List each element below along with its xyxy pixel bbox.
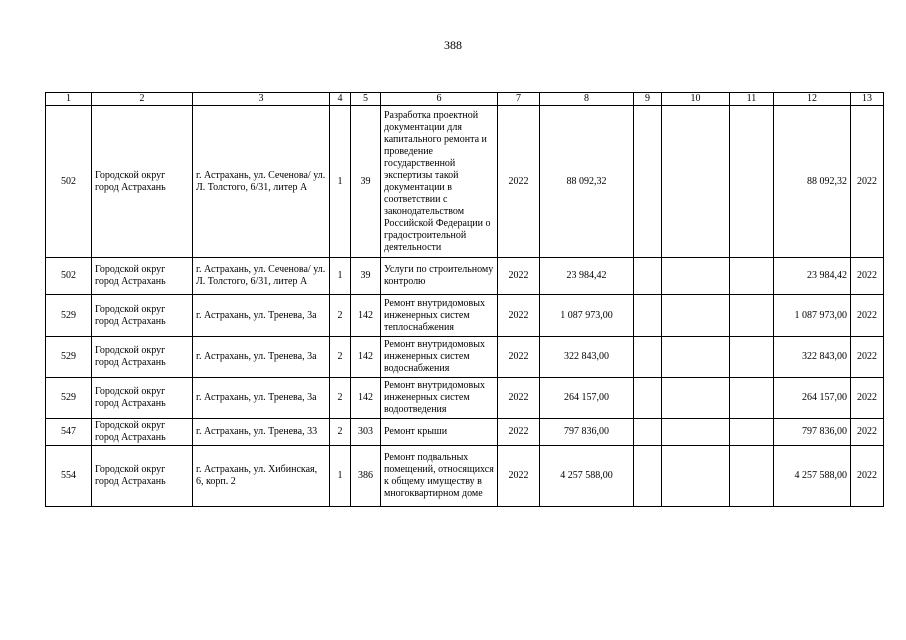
cost-total-cell: 4 257 588,00 bbox=[540, 446, 634, 507]
cost-other-cell bbox=[730, 106, 774, 258]
work-type-cell: Ремонт внутридомовых инженерных систем водоотведения bbox=[381, 378, 498, 419]
building-number-cell: 2 bbox=[330, 337, 351, 378]
cost-total-cell: 88 092,32 bbox=[540, 106, 634, 258]
municipality-cell: Городской округ город Астрахань bbox=[92, 419, 193, 446]
municipality-cell: Городской округ город Астрахань bbox=[92, 337, 193, 378]
address-cell: г. Астрахань, ул. Хибинская, 6, корп. 2 bbox=[193, 446, 330, 507]
register-number-cell: 142 bbox=[351, 295, 381, 337]
end-year-cell: 2022 bbox=[851, 106, 884, 258]
table-row bbox=[46, 258, 884, 295]
cost-total-cell: 264 157,00 bbox=[540, 378, 634, 419]
end-year-cell: 2022 bbox=[851, 258, 884, 295]
start-year-cell: 2022 bbox=[498, 106, 540, 258]
table-row bbox=[46, 106, 884, 258]
cost-fund-cell bbox=[634, 419, 662, 446]
cost-other-cell bbox=[730, 337, 774, 378]
address-cell: г. Астрахань, ул. Тренева, 33 bbox=[193, 419, 330, 446]
end-year-cell: 2022 bbox=[851, 378, 884, 419]
table-row bbox=[46, 446, 884, 507]
row-number-cell: 547 bbox=[46, 419, 92, 446]
cost-fund-cell bbox=[634, 337, 662, 378]
row-number-cell: 554 bbox=[46, 446, 92, 507]
page-number: 388 bbox=[444, 38, 462, 52]
register-number-cell: 39 bbox=[351, 258, 381, 295]
column-header: 1 bbox=[46, 93, 92, 106]
end-year-cell: 2022 bbox=[851, 337, 884, 378]
start-year-cell: 2022 bbox=[498, 446, 540, 507]
column-header: 9 bbox=[634, 93, 662, 106]
cost-other-cell bbox=[730, 378, 774, 419]
column-header: 2 bbox=[92, 93, 193, 106]
row-number-cell: 502 bbox=[46, 258, 92, 295]
municipality-cell: Городской округ город Астрахань bbox=[92, 446, 193, 507]
cost-fund-cell bbox=[634, 258, 662, 295]
building-number-cell: 1 bbox=[330, 446, 351, 507]
cost-owners-cell: 23 984,42 bbox=[774, 258, 851, 295]
cost-budget-cell bbox=[662, 378, 730, 419]
row-number-cell: 529 bbox=[46, 337, 92, 378]
end-year-cell: 2022 bbox=[851, 295, 884, 337]
column-header: 12 bbox=[774, 93, 851, 106]
municipality-cell: Городской округ город Астрахань bbox=[92, 106, 193, 258]
cost-owners-cell: 1 087 973,00 bbox=[774, 295, 851, 337]
table-row bbox=[46, 337, 884, 378]
start-year-cell: 2022 bbox=[498, 378, 540, 419]
cost-budget-cell bbox=[662, 258, 730, 295]
column-number-row bbox=[46, 93, 884, 106]
register-number-cell: 303 bbox=[351, 419, 381, 446]
work-type-cell: Ремонт подвальных помещений, относящихся к общему имуществу в многоквартирном доме bbox=[381, 446, 498, 507]
address-cell: г. Астрахань, ул. Тренева, 3а bbox=[193, 337, 330, 378]
register-number-cell: 142 bbox=[351, 337, 381, 378]
column-header: 10 bbox=[662, 93, 730, 106]
address-cell: г. Астрахань, ул. Сеченова/ ул. Л. Толстого, 6/31, литер А bbox=[193, 258, 330, 295]
register-number-cell: 386 bbox=[351, 446, 381, 507]
cost-fund-cell bbox=[634, 295, 662, 337]
end-year-cell: 2022 bbox=[851, 419, 884, 446]
cost-budget-cell bbox=[662, 295, 730, 337]
cost-owners-cell: 88 092,32 bbox=[774, 106, 851, 258]
start-year-cell: 2022 bbox=[498, 337, 540, 378]
end-year-cell: 2022 bbox=[851, 446, 884, 507]
cost-fund-cell bbox=[634, 378, 662, 419]
cost-fund-cell bbox=[634, 446, 662, 507]
cost-fund-cell bbox=[634, 106, 662, 258]
cost-budget-cell bbox=[662, 106, 730, 258]
cost-other-cell bbox=[730, 295, 774, 337]
row-number-cell: 529 bbox=[46, 378, 92, 419]
table-row bbox=[46, 295, 884, 337]
start-year-cell: 2022 bbox=[498, 419, 540, 446]
repair-program-table bbox=[45, 92, 884, 507]
register-number-cell: 39 bbox=[351, 106, 381, 258]
start-year-cell: 2022 bbox=[498, 295, 540, 337]
work-type-cell: Ремонт внутридомовых инженерных систем водоснабжения bbox=[381, 337, 498, 378]
register-number-cell: 142 bbox=[351, 378, 381, 419]
building-number-cell: 2 bbox=[330, 378, 351, 419]
municipality-cell: Городской округ город Астрахань bbox=[92, 378, 193, 419]
building-number-cell: 1 bbox=[330, 258, 351, 295]
start-year-cell: 2022 bbox=[498, 258, 540, 295]
cost-total-cell: 797 836,00 bbox=[540, 419, 634, 446]
cost-other-cell bbox=[730, 446, 774, 507]
building-number-cell: 2 bbox=[330, 419, 351, 446]
cost-budget-cell bbox=[662, 337, 730, 378]
municipality-cell: Городской округ город Астрахань bbox=[92, 258, 193, 295]
work-type-cell: Ремонт внутридомовых инженерных систем теплоснабжения bbox=[381, 295, 498, 337]
column-header: 8 bbox=[540, 93, 634, 106]
column-header: 3 bbox=[193, 93, 330, 106]
cost-total-cell: 1 087 973,00 bbox=[540, 295, 634, 337]
work-type-cell: Услуги по строительному контролю bbox=[381, 258, 498, 295]
column-header: 4 bbox=[330, 93, 351, 106]
building-number-cell: 1 bbox=[330, 106, 351, 258]
column-header: 6 bbox=[381, 93, 498, 106]
work-type-cell: Разработка проектной документации для капитального ремонта и проведение государственной экспертизы такой документации в соответствии с законодательством Российской Федерации о градостроительной деятельности bbox=[381, 106, 498, 258]
column-header: 7 bbox=[498, 93, 540, 106]
address-cell: г. Астрахань, ул. Тренева, 3а bbox=[193, 378, 330, 419]
cost-owners-cell: 4 257 588,00 bbox=[774, 446, 851, 507]
cost-total-cell: 322 843,00 bbox=[540, 337, 634, 378]
address-cell: г. Астрахань, ул. Сеченова/ ул. Л. Толстого, 6/31, литер А bbox=[193, 106, 330, 258]
column-header: 5 bbox=[351, 93, 381, 106]
work-type-cell: Ремонт крыши bbox=[381, 419, 498, 446]
address-cell: г. Астрахань, ул. Тренева, 3а bbox=[193, 295, 330, 337]
cost-budget-cell bbox=[662, 446, 730, 507]
cost-owners-cell: 322 843,00 bbox=[774, 337, 851, 378]
municipality-cell: Городской округ город Астрахань bbox=[92, 295, 193, 337]
table-row bbox=[46, 378, 884, 419]
cost-budget-cell bbox=[662, 419, 730, 446]
cost-other-cell bbox=[730, 258, 774, 295]
cost-other-cell bbox=[730, 419, 774, 446]
column-header: 13 bbox=[851, 93, 884, 106]
cost-owners-cell: 264 157,00 bbox=[774, 378, 851, 419]
cost-owners-cell: 797 836,00 bbox=[774, 419, 851, 446]
column-header: 11 bbox=[730, 93, 774, 106]
table-row bbox=[46, 419, 884, 446]
row-number-cell: 502 bbox=[46, 106, 92, 258]
cost-total-cell: 23 984,42 bbox=[540, 258, 634, 295]
table-body bbox=[46, 106, 884, 507]
row-number-cell: 529 bbox=[46, 295, 92, 337]
building-number-cell: 2 bbox=[330, 295, 351, 337]
